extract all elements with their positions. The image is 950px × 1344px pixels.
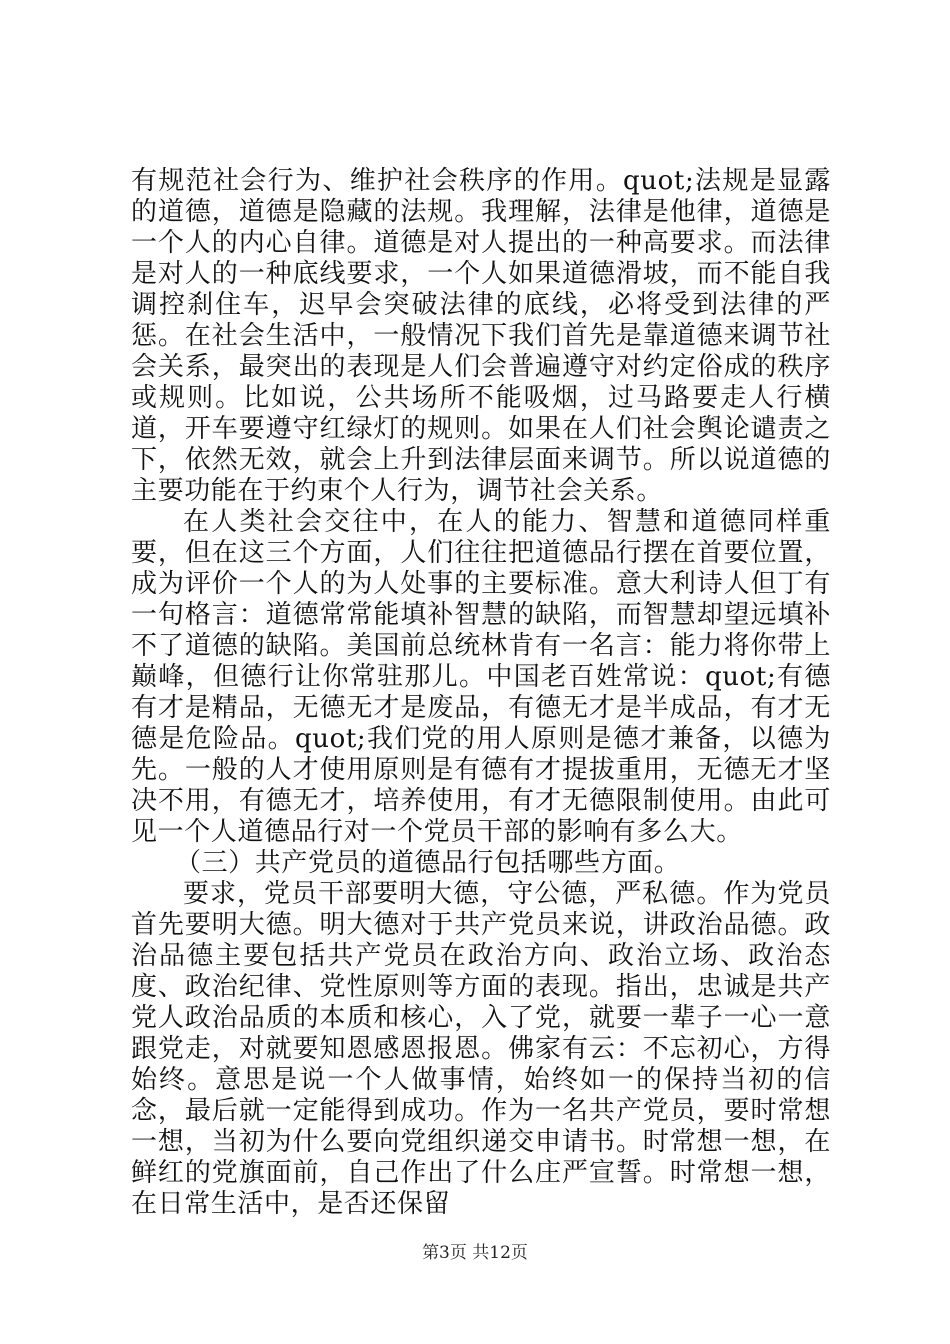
page-footer: 第3页 共12页	[422, 1243, 528, 1263]
paragraph-social-interaction: 在人类社会交往中，在人的能力、智慧和道德同样重要，但在这三个方面，人们往往把道德品行摆在首要位置，成为评价一个人的为人处事的主要标准。意大利诗人但丁有一句格言：道德常常能填补智慧的缺陷，而智慧却望远填补不了道德的缺陷。美国前总统林肯有一名言：能力将你带上巅峰，但德行让你常驻那儿。中国老百姓常说：quot;有德有才是精品，无德无才是废品，有德无才是半成品，有才无德是危险品。quot;我们党的用人原则是德才兼备，以德为先。一般的人才使用原则是有德有才提拔重用，无德无才坚决不用，有德无才，培养使用，有才无德限制使用。由此可见一个人道德品行对一个党员干部的影响有多么大。	[131, 507, 831, 847]
paragraph-political-virtue: 要求，党员干部要明大德，守公德，严私德。作为党员首先要明大德。明大德对于共产党员来说，讲政治品德。政治品德主要包括共产党员在政治方向、政治立场、政治态度、政治纪律、党性原则等方面的表现。指出，忠诚是共产党人政治品质的本质和核心，入了党，就要一辈子一心一意跟党走，对就要知恩感恩报恩。佛家有云：不忘初心，方得始终。意思是说一个人做事情，始终如一的保持当初的信念，最后就一定能得到成功。作为一名共产党员，要时常想一想，当初为什么要向党组织递交申请书。时常想一想，在鲜红的党旗面前，自己作出了什么庄严宣誓。时常想一想，在日常生活中，是否还保留	[131, 879, 831, 1219]
paragraph-continuation: 有规范社会行为、维护社会秩序的作用。quot;法规是显露的道德，道德是隐藏的法规。我理解，法律是他律，道德是一个人的内心自律。道德是对人提出的一种高要求。而法律是对人的一种底线要求，一个人如果道德滑坡，而不能自我调控刹住车，迟早会突破法律的底线，必将受到法律的严惩。在社会生活中，一般情况下我们首先是靠道德来调节社会关系，最突出的表现是人们会普遍遵守对约定俗成的秩序或规则。比如说，公共场所不能吸烟，过马路要走人行横道，开车要遵守红绿灯的规则。如果在人们社会舆论谴责之下，依然无效，就会上升到法律层面来调节。所以说道德的主要功能在于约束个人行为，调节社会关系。	[131, 166, 831, 506]
document-body	[131, 166, 831, 1220]
section-heading: （三）共产党员的道德品行包括哪些方面。	[175, 848, 681, 878]
